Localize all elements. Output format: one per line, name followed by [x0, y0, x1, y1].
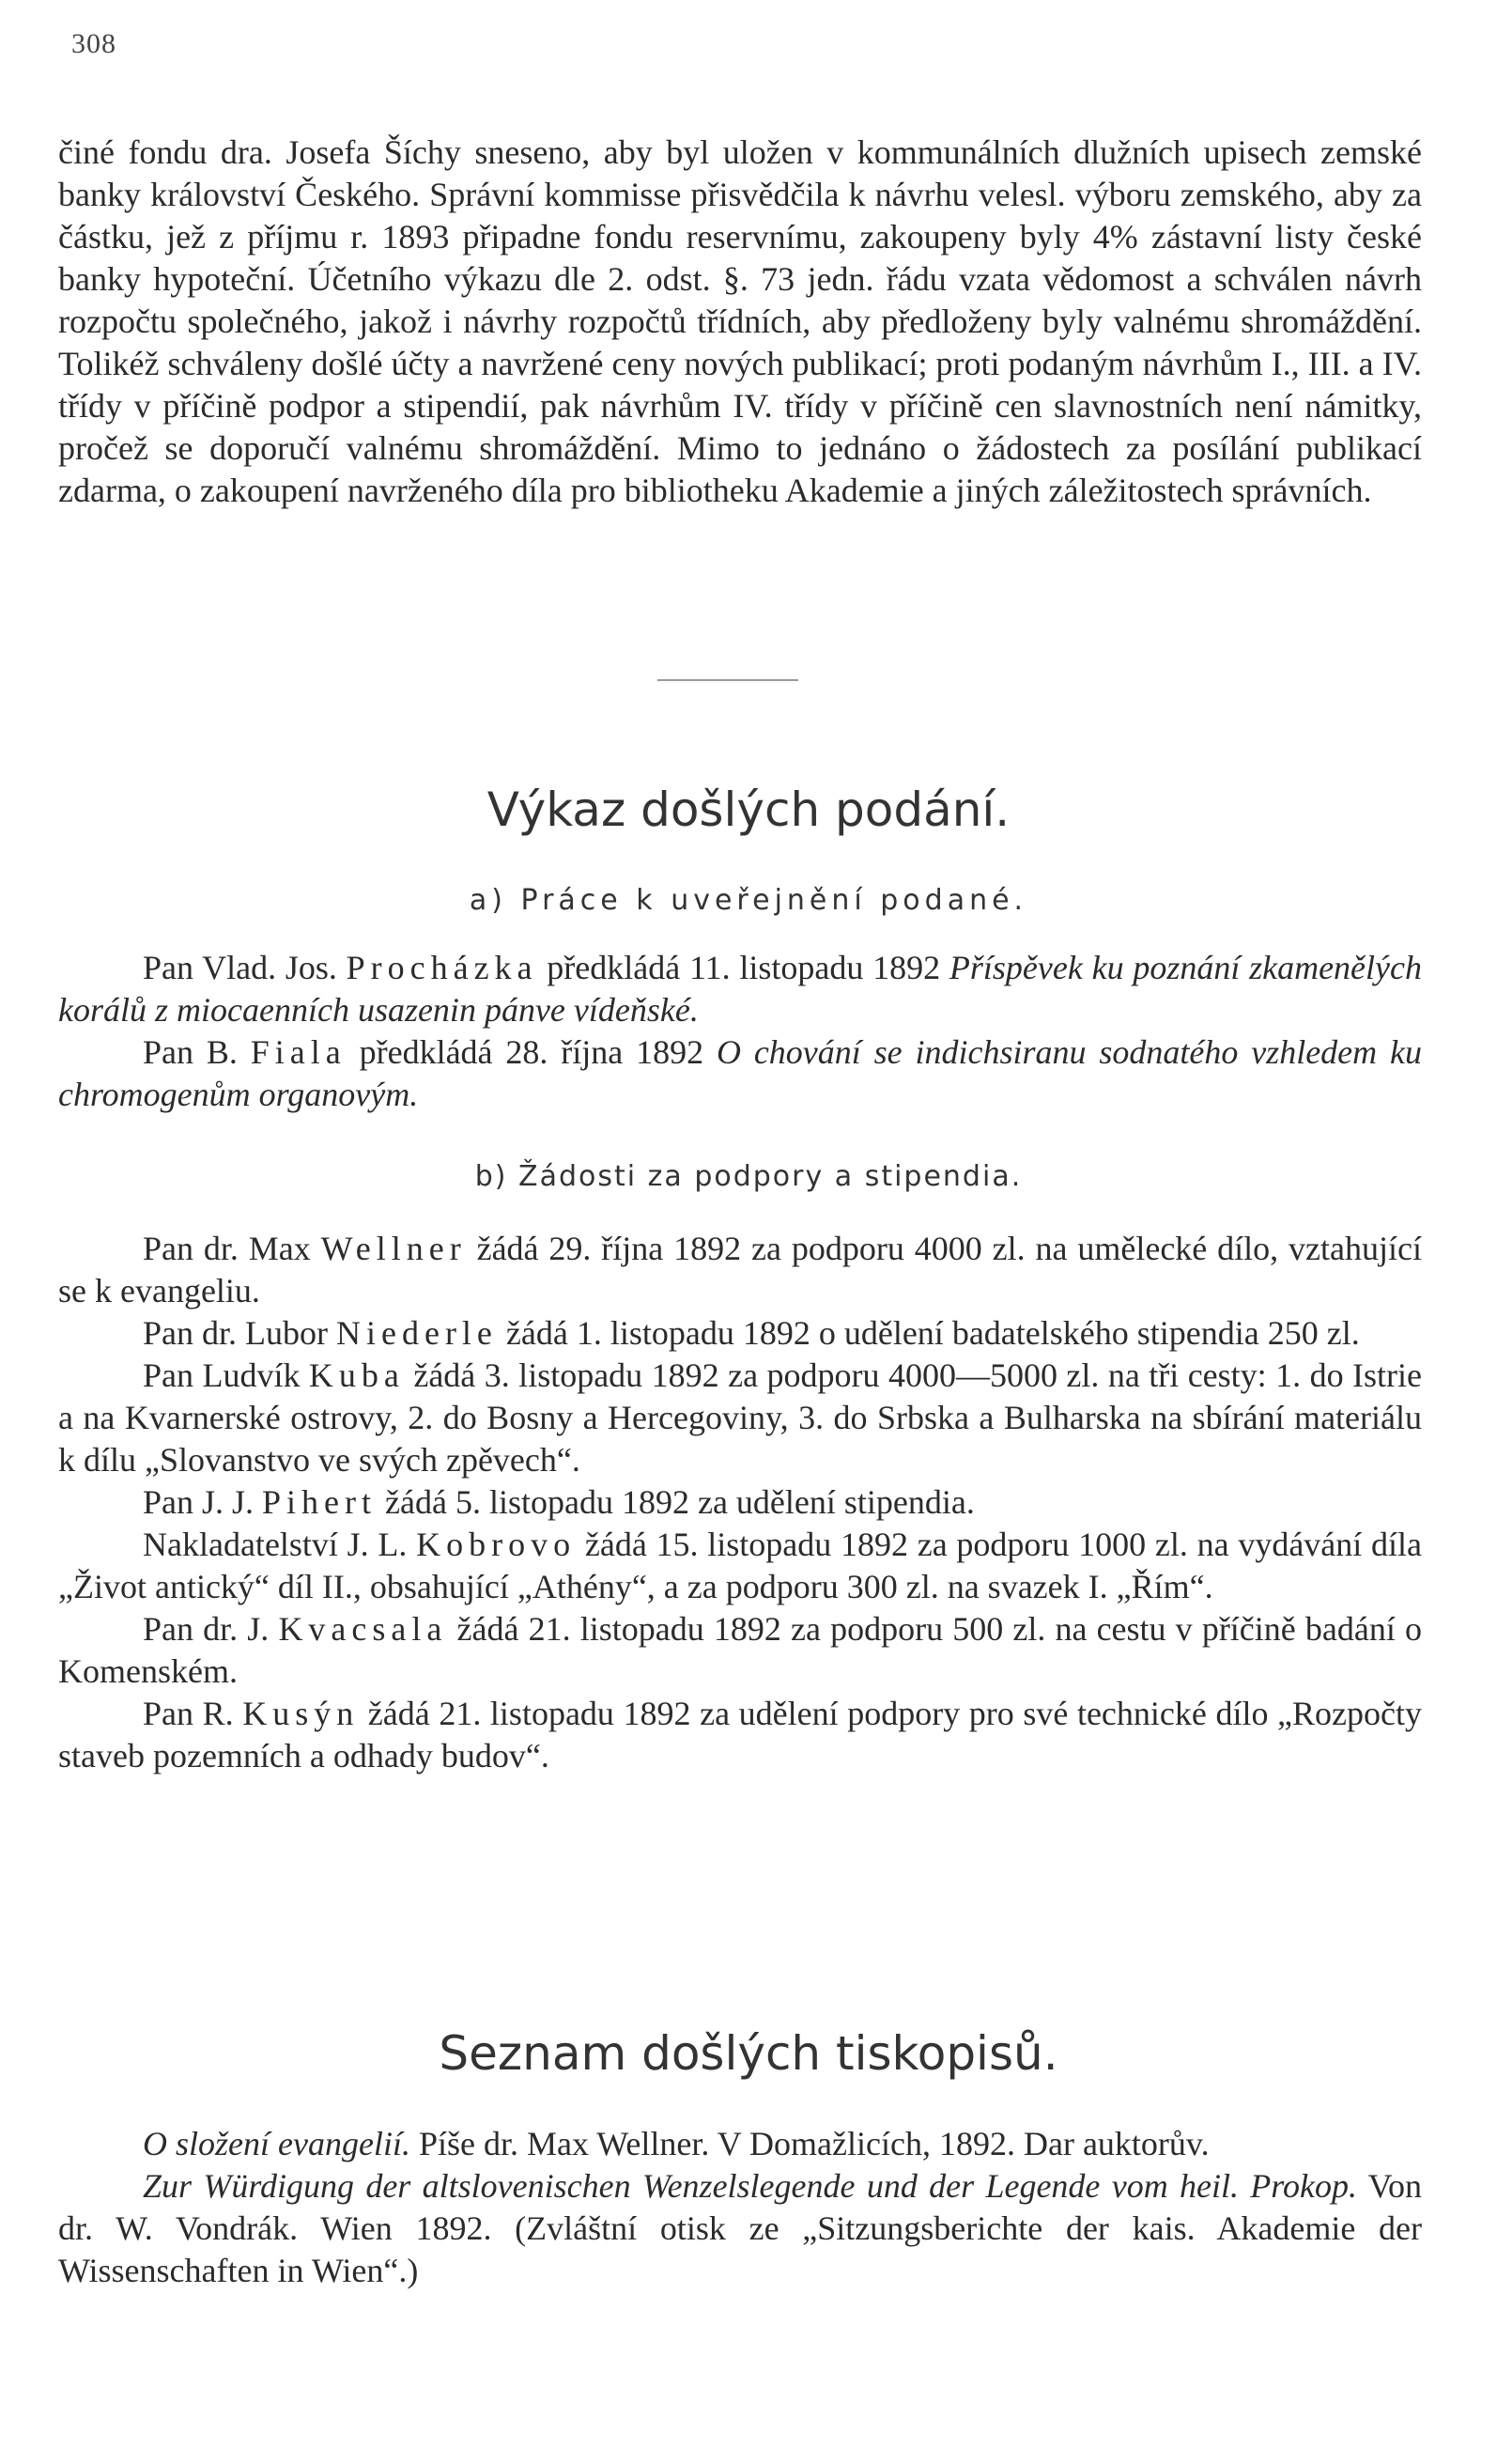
- print-title: O složení evangelií.: [143, 2125, 410, 2162]
- request-entry: Pan J. J. Pihert žádá 5. listopadu 1892 za udělení stipendia.: [143, 1483, 975, 1521]
- work-title: Příspěvek ku poznání zkamenělých korálů z miocaenních usazenin pánve vídeňské.: [58, 949, 1422, 1029]
- print-title: Zur Würdigung der altslovenischen Wenzelslegende und der Legende vom heil. Prokop.: [143, 2167, 1357, 2205]
- applicant-name: Pihert: [262, 1483, 378, 1521]
- request-entry: Nakladatelství J. L. Kobrovo žádá 15. listopadu 1892 za podporu 1000 zl. na vydávání díla „Život antický“ díl II., obsahující „Athény“, a za podporu 300 zl. na svazek I. „Řím“.: [58, 1526, 1422, 1605]
- applicant-name: Kobrovo: [416, 1526, 577, 1563]
- request-entry: Pan dr. Max Wellner žádá 29. října 1892 za podporu 4000 zl. na umělecké dílo, vztahující se k evangeliu.: [58, 1230, 1422, 1309]
- prints-list: [58, 2123, 1422, 2292]
- applicant-name: Kuba: [308, 1356, 405, 1394]
- print-entry: Zur Würdigung der altslovenischen Wenzelslegende und der Legende vom heil. Prokop. Von dr. W. Vondrák. Wien 1892. (Zvláštní otisk ze „Sitzungsberichte der kais. Akademie der Wissenschaften in Wien“.): [58, 2167, 1422, 2289]
- work-title: O chování se indichsiranu sodnatého vzhledem ku chromogenům organovým.: [58, 1033, 1422, 1113]
- request-entry: Pan dr. Lubor Niederle žádá 1. listopadu 1892 o udělení badatelského stipendia 250 zl.: [143, 1314, 1360, 1352]
- request-entry: Pan dr. J. Kvacsala žádá 21. listopadu 1892 za podporu 500 zl. na cestu v příčině badání o Komenském.: [58, 1610, 1423, 1690]
- subsection-title-requests: b) Žádosti za podpory a stipendia.: [474, 1160, 1023, 1193]
- request-entry: Pan Ludvík Kuba žádá 3. listopadu 1892 za podporu 4000—5000 zl. na tři cesty: 1. do Istrie a na Kvarnerské ostrovy, 2. do Bosny a Hercegoviny, 3. do Srbska a Bulharska na sbírání materiálu k dílu „Slovanstvo ve svých zpěvech“.: [58, 1356, 1422, 1479]
- page-number: 308: [71, 28, 116, 59]
- applicant-name: Kusýn: [242, 1695, 360, 1732]
- section-title-submissions: Výkaz došlých podání.: [486, 783, 1011, 837]
- request-entry: Pan R. Kusýn žádá 21. listopadu 1892 za udělení podpory pro své technické dílo „Rozpočty staveb pozemních a odhady budov“.: [58, 1695, 1423, 1774]
- work-entry: Pan Vlad. Jos. Procházka předkládá 11. listopadu 1892 Příspěvek ku poznání zkamenělých korálů z miocaenních usazenin pánve vídeňské.: [58, 949, 1422, 1029]
- section-divider: [657, 679, 798, 681]
- applicant-name: Kvacsala: [278, 1610, 448, 1648]
- work-entry: Pan B. Fiala předkládá 28. října 1892 O chování se indichsiranu sodnatého vzhledem ku chromogenům organovým.: [58, 1033, 1422, 1113]
- section-title-prints: Seznam došlých tiskopisů.: [439, 2026, 1058, 2081]
- intro-paragraph: činé fondu dra. Josefa Šíchy sneseno, aby byl uložen v kommunálních dlužních upisech zemské banky království Českého. Správní kommisse přisvědčila k návrhu velesl. výboru zemského, aby za částku, jež z příjmu r. 1893 připadne fondu reservnímu, zakoupeny byly 4% zástavní listy české banky hypoteční. Účetního výkazu dle 2. odst. §. 73 jedn. řádu vzata vědomost a schválen návrh rozpočtu společného, jakož i návrhy rozpočtů třídních, aby předloženy byly valnému shromáždění. Tolikéž schváleny došlé účty a navržené ceny nových publikací; proti podaným návrhům I., III. a IV. třídy v příčině podpor a stipendií, pak návrhům IV. třídy v příčině cen slavnostních není námitky, pročež se doporučí valnému shromáždění. Mimo to jednáno o žádostech za posílání publikací zdarma, o zakoupení navrženého díla pro bibliotheku Akademie a jiných záležitostech správních.: [58, 133, 1422, 509]
- print-entry: O složení evangelií. Píše dr. Max Wellner. V Domažlicích, 1892. Dar auktorův.: [143, 2125, 1210, 2162]
- author-name: Fiala: [250, 1033, 347, 1071]
- applicant-name: Wellner: [320, 1230, 467, 1267]
- works-list: [58, 947, 1422, 1116]
- requests-list: [58, 1228, 1422, 1777]
- applicant-name: Niederle: [335, 1314, 498, 1352]
- subsection-title-works: a) Práce k uveřejnění podané.: [469, 884, 1028, 917]
- author-name: Procházka: [346, 949, 538, 986]
